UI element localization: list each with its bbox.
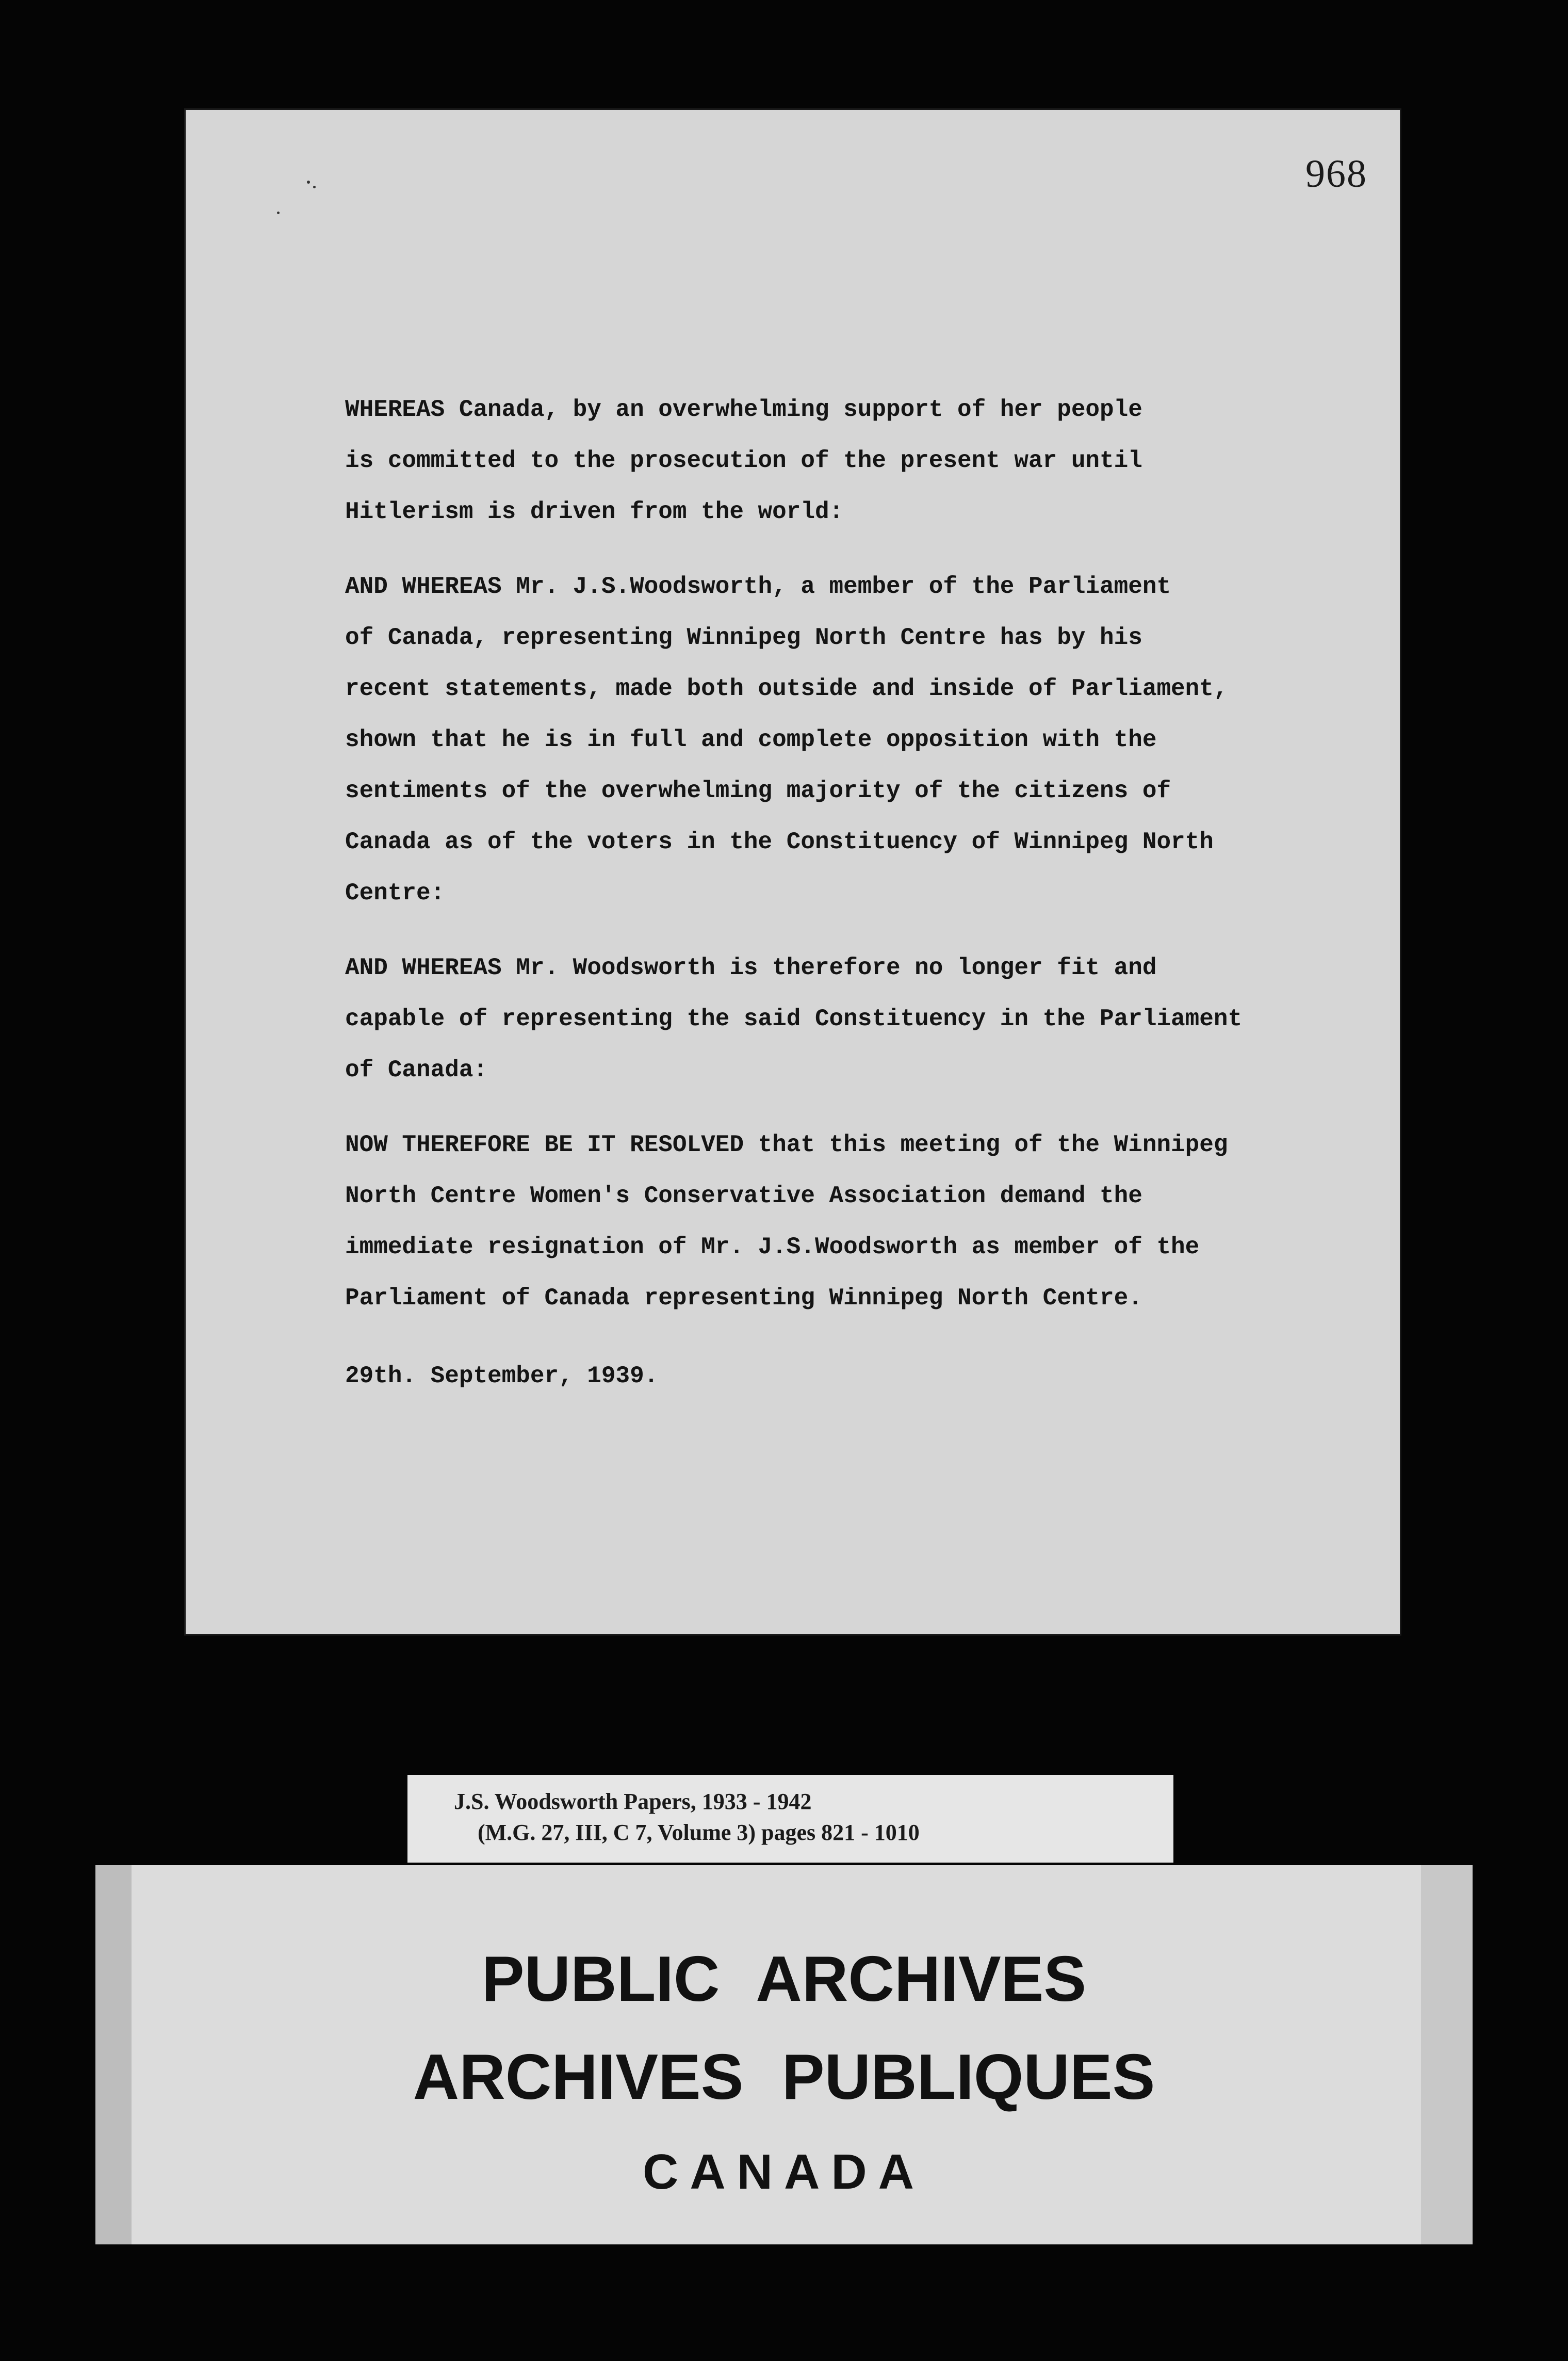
resolution-text (345, 384, 1356, 1402)
document-page (184, 108, 1401, 1636)
text-line: WHEREAS Canada, by an overwhelming support of her people (345, 396, 1142, 423)
text-line: AND WHEREAS Mr. J.S.Woodsworth, a member of the Parliament (345, 573, 1171, 600)
text-line: is committed to the prosecution of the present war until (345, 447, 1142, 474)
text-line: recent statements, made both outside and inside of Parliament, (345, 675, 1228, 702)
text-line: Hitlerism is driven from the world: (345, 498, 844, 525)
paragraph-whereas-2 (345, 561, 1356, 919)
text-line: of Canada: (345, 1057, 488, 1084)
text-line: Canada as of the voters in the Constituency of Winnipeg North (345, 829, 1214, 855)
text-line: AND WHEREAS Mr. Woodsworth is therefore no longer fit and (345, 955, 1157, 981)
paper-speck (313, 186, 316, 188)
reference-label-line-1: J.S. Woodsworth Papers, 1933 - 1942 (454, 1789, 812, 1814)
archive-stamp (95, 1865, 1473, 2244)
text-line: sentiments of the overwhelming majority of the citizens of (345, 778, 1171, 804)
text-line: NOW THEREFORE BE IT RESOLVED that this meeting of the Winnipeg (345, 1131, 1228, 1158)
archive-stamp-line-2: ARCHIVES PUBLIQUES (413, 2042, 1155, 2113)
reference-label (407, 1775, 1173, 1863)
paper-speck (277, 212, 280, 214)
document-date: 29th. September, 1939. (345, 1363, 659, 1389)
archive-stamp-line-1: PUBLIC ARCHIVES (481, 1944, 1087, 2015)
page-number: 968 (1305, 152, 1367, 196)
text-line: shown that he is in full and complete opposition with the (345, 726, 1157, 753)
text-line: immediate resignation of Mr. J.S.Woodsworth as member of the (345, 1234, 1200, 1260)
archive-stamp-line-3: CANADA (643, 2144, 925, 2200)
text-line: North Centre Women's Conservative Association demand the (345, 1183, 1142, 1209)
text-line: of Canada, representing Winnipeg North Centre has by his (345, 624, 1142, 651)
text-line: Centre: (345, 880, 445, 907)
paragraph-whereas-1 (345, 384, 1356, 538)
text-line: capable of representing the said Constituency in the Parliament (345, 1006, 1243, 1032)
paper-speck (307, 181, 310, 184)
reference-label-line-2: (M.G. 27, III, C 7, Volume 3) pages 821 - 1010 (478, 1820, 920, 1845)
text-line: Parliament of Canada representing Winnipeg North Centre. (345, 1285, 1142, 1312)
paragraph-resolved (345, 1120, 1356, 1324)
paragraph-whereas-3 (345, 943, 1356, 1096)
